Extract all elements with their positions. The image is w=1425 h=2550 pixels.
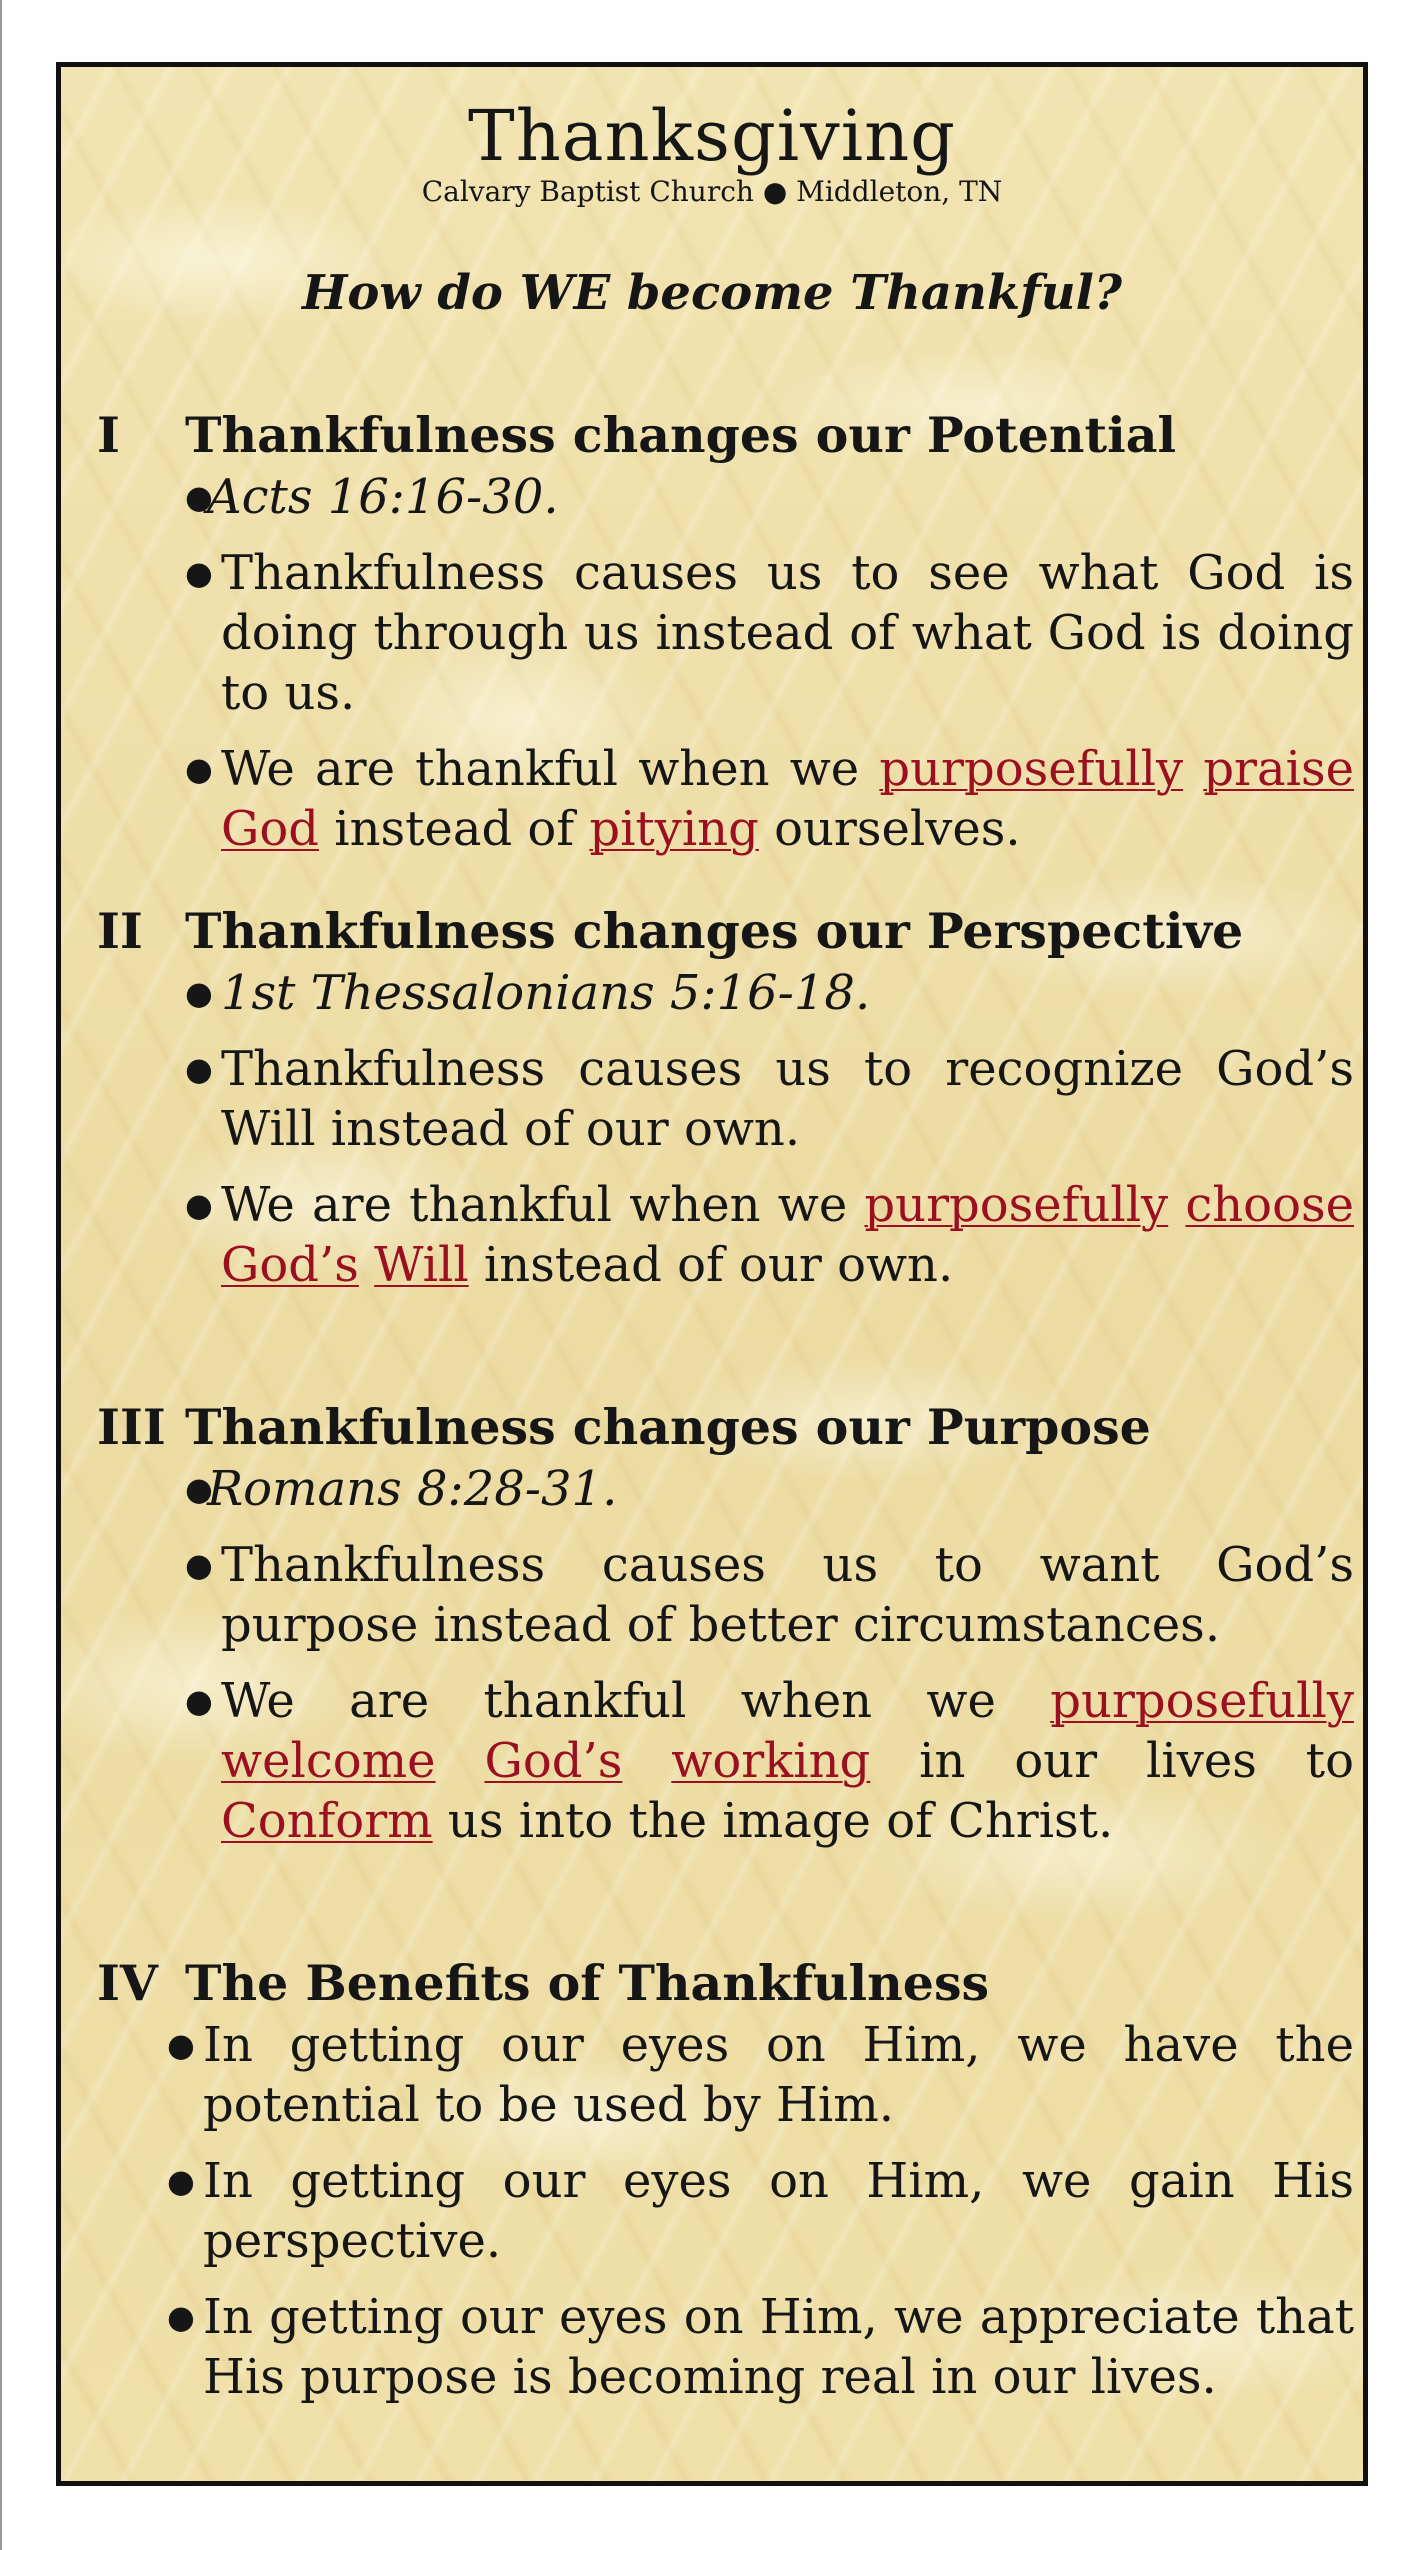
section-numeral: II [97, 902, 143, 960]
scripture-reference [97, 467, 1357, 527]
section-numeral: I [97, 406, 120, 464]
bullet-icon: ● [185, 478, 213, 516]
point-item [97, 1535, 1357, 1655]
benefit-item [97, 2015, 1357, 2135]
benefit-item [97, 2151, 1357, 2271]
bullet-icon: ● [185, 1682, 213, 1720]
bullet-icon: ● [185, 1186, 213, 1224]
keyword: God [221, 801, 319, 857]
bullet-icon: ● [167, 2298, 195, 2336]
bullet-icon: ● [185, 554, 213, 592]
scripture-reference [97, 963, 1357, 1023]
keyword: purposefully [879, 741, 1184, 797]
section-heading [97, 899, 1357, 963]
keyword: working [671, 1733, 871, 1789]
keyword: Conform [221, 1793, 433, 1849]
bullet-icon: ● [185, 1050, 213, 1088]
text-run: in our lives to [870, 1733, 1354, 1789]
point-item [97, 1175, 1357, 1295]
text-run: instead of our own. [468, 1237, 954, 1293]
text-run: We are thankful when we [221, 1177, 865, 1233]
point-text: Thankfulness causes us to want God’s purpose instead of better circumstances. [221, 1537, 1354, 1653]
text-run: ourselves. [758, 801, 1021, 857]
section-1 [97, 403, 1357, 859]
section-2 [97, 899, 1357, 1295]
benefit-item [97, 2287, 1357, 2407]
section-title: The Benefits of Thankfulness [185, 1954, 990, 2012]
sermon-question: How do WE become Thankful? [301, 265, 1123, 321]
sermon-outline-card [56, 62, 1368, 2486]
section-3 [97, 1395, 1357, 1851]
benefit-text: In getting our eyes on Him, we have the potential to be used by Him. [203, 2017, 1354, 2133]
text-run: We are thankful when we [221, 741, 880, 797]
section-4 [97, 1951, 1357, 2407]
section-title: Thankfulness changes our Perspective [185, 902, 1244, 960]
section-numeral: III [97, 1398, 166, 1456]
text-run: We are thankful when we [221, 1673, 1051, 1729]
text-run: instead of [318, 801, 590, 857]
keyword: God’s [484, 1733, 623, 1789]
church-subtitle: Calvary Baptist Church ● Middleton, TN [421, 175, 1003, 208]
page-edge [0, 0, 2, 2550]
section-heading [97, 1395, 1357, 1459]
keyword: purposefully [864, 1177, 1169, 1233]
keyword: pitying [589, 801, 759, 857]
bullet-icon: ● [185, 1470, 213, 1508]
bullet-icon: ● [185, 1546, 213, 1584]
point-text: Thankfulness causes us to see what God is doing through us instead of what God is doing to us. [221, 545, 1354, 721]
bullet-icon: ● [185, 750, 213, 788]
point-text [221, 739, 1354, 859]
point-text [221, 1671, 1354, 1851]
benefit-text: In getting our eyes on Him, we gain His perspective. [203, 2153, 1354, 2269]
section-heading [97, 1951, 1357, 2015]
point-item [97, 1039, 1357, 1159]
section-title: Thankfulness changes our Purpose [185, 1398, 1151, 1456]
scripture-text: Romans 8:28-31. [207, 1461, 618, 1517]
text-run: us into the image of Christ. [432, 1793, 1114, 1849]
page-title: Thanksgiving [468, 95, 956, 177]
keyword: Will [374, 1237, 469, 1293]
point-item [97, 1671, 1357, 1851]
scripture-text: Acts 16:16-30. [207, 469, 559, 525]
keyword: welcome [221, 1733, 436, 1789]
point-text: Thankfulness causes us to recognize God’s Will instead of our own. [221, 1041, 1354, 1157]
scripture-text: 1st Thessalonians 5:16-18. [221, 965, 871, 1021]
scripture-reference [97, 1459, 1357, 1519]
section-numeral: IV [97, 1954, 158, 2012]
section-heading [97, 403, 1357, 467]
bullet-icon: ● [167, 2162, 195, 2200]
keyword: purposefully [1050, 1673, 1354, 1729]
point-item [97, 739, 1357, 859]
point-text [221, 1175, 1354, 1295]
point-item [97, 543, 1357, 723]
keyword: God’s [221, 1237, 359, 1293]
benefit-text: In getting our eyes on Him, we appreciate that His purpose is becoming real in our lives. [203, 2289, 1354, 2405]
bullet-icon: ● [185, 974, 213, 1012]
bullet-icon: ● [167, 2026, 195, 2064]
keyword: choose [1185, 1177, 1355, 1233]
keyword: praise [1203, 741, 1354, 797]
section-title: Thankfulness changes our Potential [185, 406, 1177, 464]
